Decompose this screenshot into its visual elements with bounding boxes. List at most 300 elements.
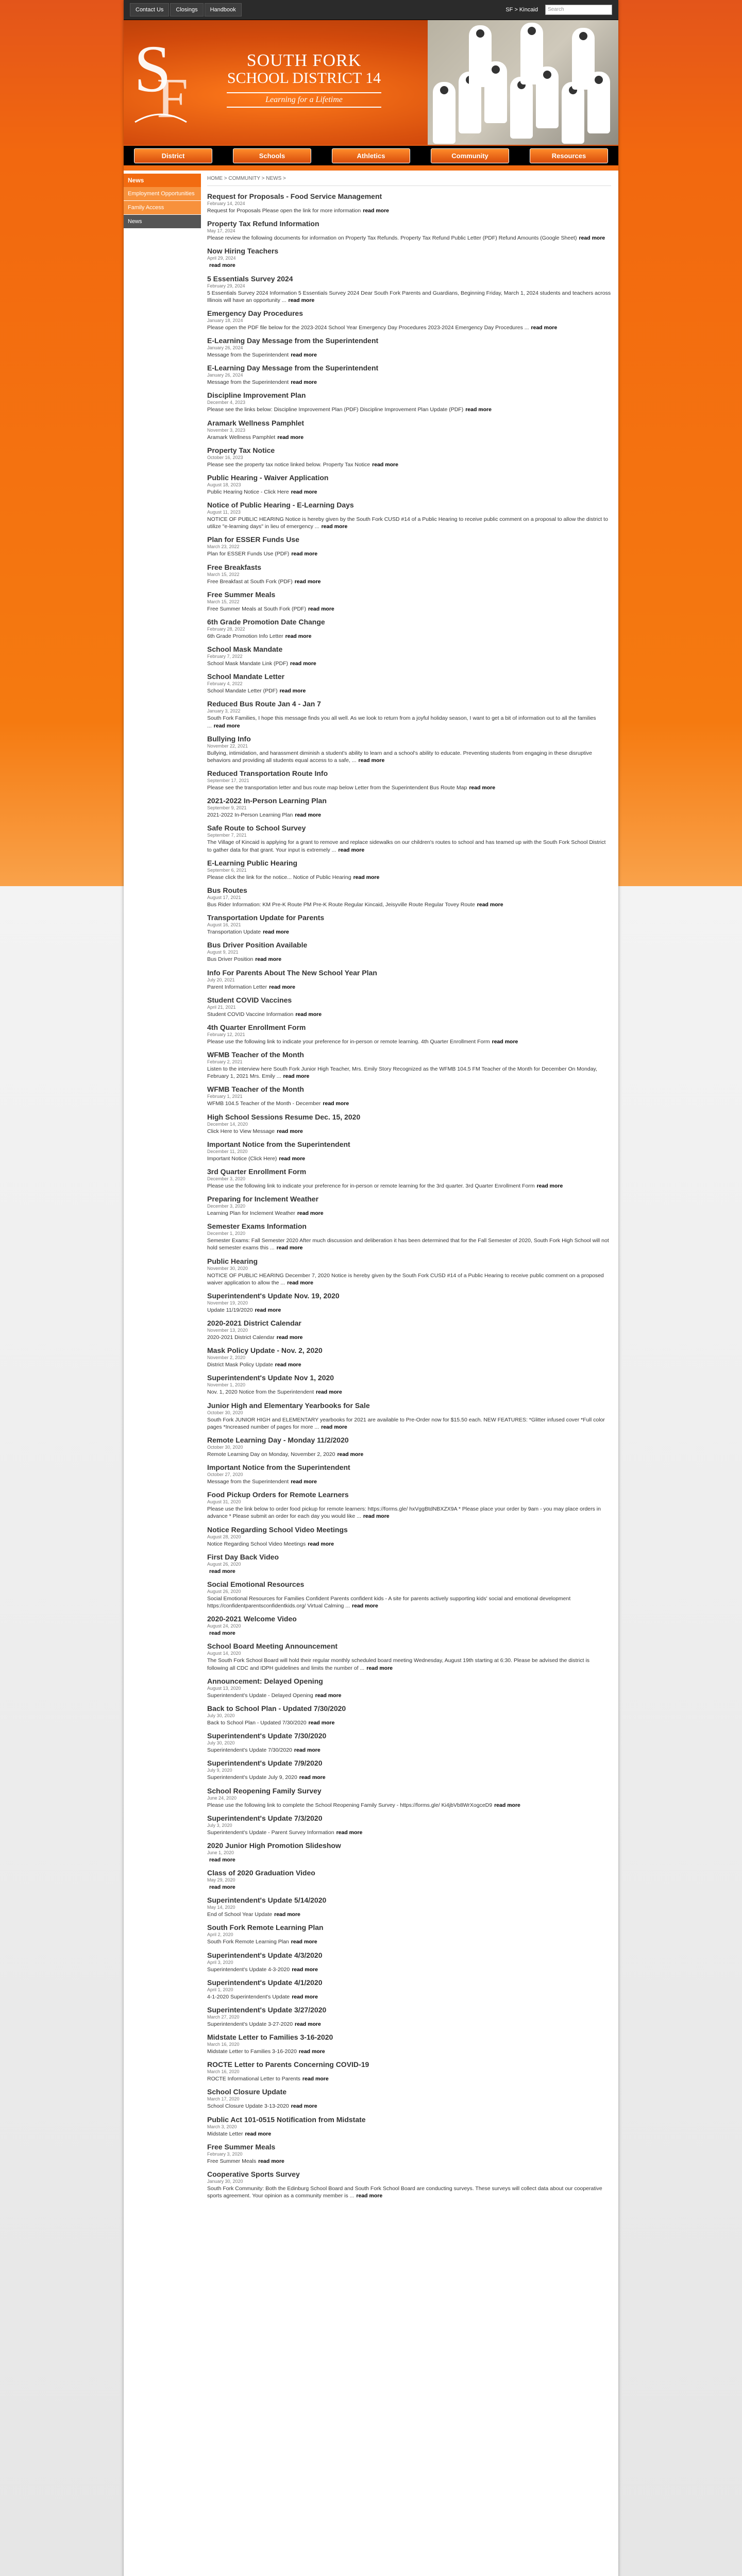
news-date: February 4, 2022: [207, 681, 243, 687]
news-summary: [207, 1802, 611, 1809]
news-date: July 30, 2020: [207, 1713, 235, 1718]
news-date: January 3, 2022: [207, 708, 241, 714]
news-date: July 3, 2020: [207, 1822, 232, 1828]
nav-athletics[interactable]: Athletics: [332, 148, 410, 163]
top-bar: [124, 0, 618, 20]
read-more-link[interactable]: read more: [358, 757, 385, 764]
read-more-link[interactable]: read more: [255, 956, 282, 963]
news-date: March 15, 2022: [207, 599, 240, 604]
news-title[interactable]: Semester Exams Information: [207, 1222, 307, 1231]
news-title[interactable]: Free Summer Meals: [207, 590, 276, 599]
news-date: December 3, 2020: [207, 1204, 246, 1209]
news-date: September 9, 2021: [207, 805, 247, 811]
top-right: [502, 5, 612, 15]
read-more-link[interactable]: read more: [338, 846, 365, 853]
read-more-link[interactable]: read more: [353, 874, 380, 880]
news-date: January 18, 2024: [207, 317, 243, 323]
read-more-link[interactable]: read more: [297, 1210, 324, 1217]
read-more-link[interactable]: read more: [279, 1155, 306, 1162]
news-title[interactable]: 2020 Junior High Promotion Slideshow: [207, 1841, 341, 1850]
news-summary-text: Nov. 1, 2020 Notice from the Superintendent: [207, 1389, 314, 1396]
news-date: September 17, 2021: [207, 778, 249, 784]
news-title[interactable]: E-Learning Public Hearing: [207, 858, 298, 867]
news-summary: [207, 1630, 611, 1637]
read-more-link[interactable]: read more: [279, 688, 306, 694]
news-summary-text: South Fork Community: Both the Edinburg School Board and South Fork School Board are conducting surveys. These surveys will collect data about our cooperative sports agreement. Your opinion as a community member is ...: [207, 2185, 602, 2199]
news-title[interactable]: Remote Learning Day - Monday 11/2/2020: [207, 1435, 349, 1444]
read-more-link[interactable]: read more: [292, 1966, 318, 1973]
news-summary: [207, 207, 611, 214]
news-date: February 1, 2021: [207, 1094, 243, 1099]
news-title[interactable]: Superintendent's Update 4/3/2020: [207, 1951, 323, 1959]
news-date: May 17, 2024: [207, 228, 235, 234]
news-item: [207, 2031, 611, 2058]
read-more-link[interactable]: read more: [294, 1747, 321, 1754]
news-title[interactable]: 2020-2021 District Calendar: [207, 1319, 301, 1328]
news-summary-text: 5 Essentials Survey 2024 Information 5 Essentials Survey 2024 Dear South Fork Parents and Guardians, Beginning Friday, March 1, 2024 students and teachers across Illinois will have an opportunity ...: [207, 290, 611, 303]
news-title[interactable]: Free Summer Meals: [207, 2142, 276, 2151]
news-summary-text: The South Fork School Board will hold their regular monthly scheduled board meeting Wednesday, August 19th starting at 6:30. Please be advised the district is following all CDC and IDPH guidelines and limits the number of ...: [207, 1657, 590, 1671]
news-item: [207, 794, 611, 822]
news-summary: [207, 1829, 611, 1836]
news-title[interactable]: Property Tax Refund Information: [207, 219, 319, 228]
news-summary: [207, 1307, 611, 1314]
news-date: April 29, 2024: [207, 256, 236, 261]
news-summary-text: 2020-2021 District Calendar: [207, 1334, 275, 1341]
news-item: [207, 2058, 611, 2086]
news-item: [207, 533, 611, 561]
news-title[interactable]: ROCTE Letter to Parents Concerning COVID-19: [207, 2060, 369, 2069]
read-more-link[interactable]: read more: [302, 2076, 329, 2082]
news-summary-text: Update 11/19/2020: [207, 1307, 253, 1313]
read-more-link[interactable]: read more: [209, 1856, 235, 1863]
sidebar: [124, 171, 201, 2202]
news-title[interactable]: Superintendent's Update 7/3/2020: [207, 1814, 323, 1822]
main-nav: [124, 145, 618, 165]
news-item: [207, 1757, 611, 1784]
news-item: [207, 733, 611, 767]
news-title[interactable]: Important Notice from the Superintendent: [207, 1140, 350, 1148]
news-item: [207, 417, 611, 444]
news-item: [207, 1290, 611, 1317]
news-item: [207, 1921, 611, 1948]
read-more-link[interactable]: read more: [255, 1307, 281, 1313]
news-title[interactable]: Preparing for Inclement Weather: [207, 1195, 319, 1204]
news-summary: [207, 324, 611, 331]
news-title[interactable]: 6th Grade Promotion Date Change: [207, 617, 325, 626]
sidebar-item-family-access[interactable]: Family Access: [124, 201, 201, 215]
read-more-link[interactable]: read more: [263, 929, 289, 936]
news-title[interactable]: Announcement: Delayed Opening: [207, 1676, 323, 1685]
read-more-link[interactable]: read more: [291, 1939, 317, 1945]
read-more-link[interactable]: read more: [308, 1720, 335, 1726]
news-title[interactable]: Emergency Day Procedures: [207, 309, 303, 317]
news-date: March 23, 2022: [207, 544, 240, 550]
news-summary: [207, 1938, 611, 1945]
closings-link[interactable]: Closings: [170, 3, 203, 16]
read-more-link[interactable]: read more: [277, 1128, 303, 1134]
read-more-link[interactable]: read more: [494, 1802, 520, 1808]
read-more-link[interactable]: read more: [290, 660, 316, 667]
news-summary: [207, 2130, 611, 2138]
news-title[interactable]: Cooperative Sports Survey: [207, 2170, 300, 2178]
read-more-link[interactable]: read more: [366, 1665, 393, 1671]
news-summary-text: Free Summer Meals: [207, 2158, 257, 2164]
news-title[interactable]: Important Notice from the Superintendent: [207, 1463, 350, 1472]
news-title[interactable]: Bullying Info: [207, 734, 251, 743]
news-summary-text: Student COVID Vaccine Information: [207, 1011, 294, 1018]
school-name-line1: SOUTH FORK: [246, 51, 362, 70]
news-item: [207, 884, 611, 911]
news-item: [207, 857, 611, 884]
news-title[interactable]: School Closure Update: [207, 2088, 287, 2096]
read-more-link[interactable]: read more: [295, 1011, 322, 1018]
read-more-link[interactable]: read more: [465, 406, 492, 413]
news-summary: [207, 1719, 611, 1726]
news-summary: [207, 1272, 611, 1286]
news-summary: [207, 1011, 611, 1018]
news-date: August 9, 2021: [207, 950, 239, 955]
news-title[interactable]: 5 Essentials Survey 2024: [207, 274, 293, 283]
read-more-link[interactable]: read more: [291, 379, 317, 386]
news-summary-text: Please see the transportation letter and bus route map below Letter from the Superintendent Bus Route Map: [207, 785, 467, 791]
news-item: [207, 1048, 611, 1083]
search-input[interactable]: Search: [545, 5, 612, 15]
news-summary: [207, 234, 611, 242]
nav-community[interactable]: Community: [431, 148, 509, 163]
news-title[interactable]: Plan for ESSER Funds Use: [207, 535, 299, 544]
school-select[interactable]: SF > Kincaid: [505, 7, 538, 13]
news-item: [207, 1138, 611, 1165]
news-date: August 24, 2020: [207, 1623, 241, 1629]
read-more-link[interactable]: read more: [321, 523, 348, 530]
read-more-link[interactable]: read more: [285, 633, 312, 639]
news-item: [207, 1894, 611, 1921]
news-title[interactable]: Bus Driver Position Available: [207, 941, 308, 950]
news-summary-text: South Fork Remote Learning Plan: [207, 1939, 289, 1945]
news-title[interactable]: E-Learning Day Message from the Superintendent: [207, 336, 379, 345]
news-date: October 27, 2020: [207, 1472, 243, 1478]
breadcrumb[interactable]: HOME > COMMUNITY > NEWS >: [207, 176, 611, 186]
news-summary: [207, 1657, 611, 1671]
news-summary: [207, 1210, 611, 1217]
read-more-link[interactable]: read more: [295, 2021, 321, 2027]
news-title[interactable]: Aramark Wellness Pamphlet: [207, 418, 305, 427]
news-item: [207, 967, 611, 994]
news-item: [207, 2113, 611, 2141]
news-title[interactable]: School Mandate Letter: [207, 672, 285, 681]
sidebar-item-news[interactable]: News: [124, 215, 201, 229]
read-more-link[interactable]: read more: [337, 1451, 364, 1458]
read-more-link[interactable]: read more: [356, 2193, 383, 2199]
news-item: [207, 1083, 611, 1110]
news-summary-text: Listen to the interview here South Fork Junior High Teacher, Mrs. Emily Story Recognized as the WFMB 104.5 FM Teacher of the Month for December On Monday, February 1, 2021 Mrs. Emily ...: [207, 1066, 597, 1080]
page-container: [124, 0, 618, 2576]
news-date: October 16, 2023: [207, 454, 243, 460]
news-date: August 17, 2021: [207, 894, 241, 900]
news-title[interactable]: Public Hearing: [207, 1257, 258, 1265]
read-more-link[interactable]: read more: [492, 1038, 518, 1045]
read-more-link[interactable]: read more: [531, 324, 558, 331]
read-more-link[interactable]: read more: [299, 1774, 326, 1781]
read-more-link[interactable]: read more: [536, 1182, 563, 1189]
read-more-link[interactable]: read more: [292, 1993, 318, 2000]
news-summary-text: Please see the property tax notice linked below. Property Tax Notice: [207, 461, 370, 468]
news-summary: [207, 2048, 611, 2055]
content: [124, 171, 618, 2202]
sidebar-item-employment[interactable]: Employment Opportunities: [124, 187, 201, 201]
news-title[interactable]: Bus Routes: [207, 886, 247, 894]
news-item: [207, 822, 611, 856]
read-more-link[interactable]: read more: [258, 2158, 284, 2164]
news-title[interactable]: 2020-2021 Welcome Video: [207, 1615, 297, 1623]
news-title[interactable]: Food Pickup Orders for Remote Learners: [207, 1490, 349, 1499]
news-title[interactable]: Superintendent's Update 7/30/2020: [207, 1732, 327, 1740]
news-item: [207, 307, 611, 334]
news-date: April 3, 2020: [207, 1959, 233, 1965]
news-title[interactable]: Class of 2020 Graduation Video: [207, 1869, 315, 1877]
read-more-link[interactable]: read more: [295, 812, 322, 819]
news-title[interactable]: 2021-2022 In-Person Learning Plan: [207, 796, 327, 805]
news-title[interactable]: School Reopening Family Survey: [207, 1786, 322, 1795]
news-date: May 29, 2020: [207, 1877, 235, 1883]
news-title[interactable]: Safe Route to School Survey: [207, 824, 306, 833]
news-title[interactable]: Property Tax Notice: [207, 446, 275, 454]
news-summary-text: Learning Plan for Inclement Weather: [207, 1210, 295, 1217]
news-summary-text: Social Emotional Resources for Families Confident Parents confident kids - A site for parents actively supporting kids' social and emotional development https://confidentparentsconfidentkids.org/ Virtual Calming ...: [207, 1595, 571, 1609]
news-summary: [207, 2158, 611, 2165]
news-summary-text: Plan for ESSER Funds Use (PDF): [207, 551, 290, 557]
news-title[interactable]: Superintendent's Update 3/27/2020: [207, 2005, 327, 2014]
news-summary: [207, 2103, 611, 2110]
news-title[interactable]: Notice Regarding School Video Meetings: [207, 1525, 348, 1534]
news-title[interactable]: Mask Policy Update - Nov. 2, 2020: [207, 1346, 323, 1355]
news-title[interactable]: 4th Quarter Enrollment Form: [207, 1023, 306, 1031]
nav-district[interactable]: District: [134, 148, 212, 163]
news-summary-text: NOTICE OF PUBLIC HEARING December 7, 2020 Notice is hereby given by the South Fork CUSD #14 of a Public Hearing to receive public comment on a proposed waiver application to allow the ...: [207, 1272, 604, 1286]
news-title[interactable]: Reduced Transportation Route Info: [207, 769, 328, 778]
read-more-link[interactable]: read more: [291, 2103, 317, 2110]
news-date: August 26, 2020: [207, 1588, 241, 1594]
news-summary: [207, 1334, 611, 1341]
news-summary-text: South Fork JUNIOR HIGH and ELEMENTARY yearbooks for 2021 are available to Pre-Order now for $15.50 each. NEW FEATURES: *Glitter infused cover *Full color pages *Increased number of pages for more ...: [207, 1416, 605, 1430]
news-item: [207, 1255, 611, 1290]
news-summary: [207, 1540, 611, 1548]
news-title[interactable]: Request for Proposals - Food Service Management: [207, 192, 382, 200]
news-title[interactable]: Notice of Public Hearing - E-Learning Days: [207, 501, 354, 510]
news-title[interactable]: Superintendent's Update 5/14/2020: [207, 1896, 327, 1905]
news-summary: [207, 874, 611, 881]
news-date: March 16, 2020: [207, 2069, 240, 2075]
news-title[interactable]: Now Hiring Teachers: [207, 247, 279, 256]
news-summary: [207, 1911, 611, 1918]
news-title[interactable]: 3rd Quarter Enrollment Form: [207, 1167, 307, 1176]
top-links: [130, 3, 242, 16]
read-more-link[interactable]: read more: [209, 1884, 235, 1891]
read-more-link[interactable]: read more: [469, 785, 496, 791]
news-title[interactable]: Superintendent's Update Nov. 19, 2020: [207, 1291, 340, 1300]
news-item: [207, 1613, 611, 1640]
news-summary: [207, 784, 611, 791]
news-summary: [207, 715, 611, 729]
news-item: [207, 1675, 611, 1702]
news-summary: [207, 811, 611, 819]
nav-resources[interactable]: Resources: [530, 148, 608, 163]
news-date: July 30, 2020: [207, 1740, 235, 1746]
news-item: [207, 1949, 611, 1976]
read-more-link[interactable]: read more: [294, 578, 321, 585]
news-date: November 19, 2020: [207, 1300, 248, 1306]
news-title[interactable]: Reduced Bus Route Jan 4 - Jan 7: [207, 700, 321, 708]
read-more-link[interactable]: read more: [275, 1362, 301, 1368]
read-more-link[interactable]: read more: [245, 2130, 272, 2137]
read-more-link[interactable]: read more: [209, 1568, 235, 1574]
news-summary-text: Midstate Letter: [207, 2130, 243, 2137]
news-item: [207, 2004, 611, 2031]
read-more-link[interactable]: read more: [276, 1334, 303, 1341]
read-more-link[interactable]: read more: [291, 1479, 317, 1485]
read-more-link[interactable]: read more: [274, 1911, 300, 1918]
read-more-link[interactable]: read more: [209, 262, 235, 269]
news-item: [207, 1193, 611, 1220]
read-more-link[interactable]: read more: [291, 551, 318, 557]
news-list: [207, 190, 611, 2202]
news-title[interactable]: Superintendent's Update Nov 1, 2020: [207, 1374, 334, 1382]
news-summary-text: Please use the following link to complete the School Reopening Family Survey - https://forms.gle/ Ki4jbVb8WrXogceD9: [207, 1802, 493, 1808]
news-item: [207, 190, 611, 217]
news-item: [207, 994, 611, 1021]
read-more-link[interactable]: read more: [288, 297, 315, 303]
read-more-link[interactable]: read more: [363, 208, 390, 214]
news-title[interactable]: Junior High and Elementary Yearbooks for Sale: [207, 1401, 370, 1410]
news-summary-text: Please review the following documents for information on Property Tax Refunds. Property Tax Refund Public Letter (PDF) Refund Amounts (Google Sheet): [207, 235, 577, 242]
read-more-link[interactable]: read more: [372, 461, 398, 468]
read-more-link[interactable]: read more: [477, 901, 503, 908]
read-more-link[interactable]: read more: [277, 434, 304, 440]
news-summary: [207, 1692, 611, 1699]
read-more-link[interactable]: read more: [315, 1692, 342, 1699]
read-more-link[interactable]: read more: [352, 1603, 378, 1609]
news-item: [207, 767, 611, 794]
news-summary: [207, 379, 611, 386]
news-summary: [207, 1388, 611, 1396]
read-more-link[interactable]: read more: [323, 1100, 349, 1107]
read-more-link[interactable]: read more: [316, 1389, 342, 1396]
read-more-link[interactable]: read more: [321, 1423, 347, 1430]
news-summary-text: School Mandate Letter (PDF): [207, 688, 278, 694]
read-more-link[interactable]: read more: [291, 488, 317, 495]
contact-us-link[interactable]: Contact Us: [130, 3, 169, 16]
read-more-link[interactable]: read more: [336, 1829, 363, 1836]
news-summary: [207, 1182, 611, 1190]
read-more-link[interactable]: read more: [276, 1245, 303, 1251]
read-more-link[interactable]: read more: [308, 1540, 334, 1547]
news-item: [207, 471, 611, 499]
news-summary-text: The Village of Kincaid is applying for a grant to remove and replace sidewalks on our children's routes to school and has teamed up with the South Fork School District to gather data for that grant. Your input is extremely ...: [207, 839, 606, 853]
news-item: [207, 2086, 611, 2113]
news-item: [207, 217, 611, 245]
news-title[interactable]: Back to School Plan - Updated 7/30/2020: [207, 1704, 346, 1713]
nav-schools[interactable]: Schools: [233, 148, 311, 163]
news-summary: [207, 1505, 611, 1520]
news-title[interactable]: First Day Back Video: [207, 1552, 279, 1561]
read-more-link[interactable]: read more: [283, 1073, 310, 1080]
news-title[interactable]: South Fork Remote Learning Plan: [207, 1923, 324, 1932]
news-summary-text: Bus Driver Position: [207, 956, 254, 963]
read-more-link[interactable]: read more: [363, 1513, 390, 1520]
read-more-link[interactable]: read more: [269, 984, 295, 990]
news-title[interactable]: School Board Meeting Announcement: [207, 1642, 338, 1651]
news-date: March 17, 2020: [207, 2096, 240, 2102]
read-more-link[interactable]: read more: [209, 1630, 235, 1637]
news-title[interactable]: Public Act 101-0515 Notification from Midstate: [207, 2115, 366, 2124]
read-more-link[interactable]: read more: [291, 352, 317, 359]
read-more-link[interactable]: read more: [287, 1279, 313, 1286]
news-title[interactable]: Public Hearing - Waiver Application: [207, 473, 329, 482]
news-summary-text: Bus Rider Information: KM Pre-K Route PM Pre-K Route Regular Kincaid, Jeisyville Route Regular Tovey Route: [207, 901, 475, 908]
news-item: [207, 362, 611, 389]
news-date: December 3, 2020: [207, 1176, 246, 1181]
news-summary: [207, 550, 611, 557]
news-item: [207, 588, 611, 616]
news-title[interactable]: Student COVID Vaccines: [207, 995, 292, 1004]
read-more-link[interactable]: read more: [213, 722, 240, 729]
news-title[interactable]: Free Breakfasts: [207, 563, 262, 571]
news-item: [207, 389, 611, 416]
news-title[interactable]: Info For Parents About The New School Year Plan: [207, 968, 377, 977]
news-summary: [207, 660, 611, 667]
news-date: November 1, 2020: [207, 1382, 246, 1388]
news-summary-text: Notice Regarding School Video Meetings: [207, 1540, 306, 1547]
news-summary: [207, 984, 611, 991]
news-summary-text: 4-1-2020 Superintendent's Update: [207, 1993, 290, 2000]
news-date: July 20, 2021: [207, 977, 235, 982]
news-date: March 15, 2022: [207, 571, 240, 577]
news-title[interactable]: Superintendent's Update 4/1/2020: [207, 1978, 323, 1987]
news-date: February 2, 2021: [207, 1059, 243, 1065]
news-title[interactable]: WFMB Teacher of the Month: [207, 1050, 304, 1059]
news-title[interactable]: High School Sessions Resume Dec. 15, 2020: [207, 1112, 361, 1121]
news-title[interactable]: Discipline Improvement Plan: [207, 391, 306, 400]
news-date: February 12, 2021: [207, 1031, 245, 1037]
news-item: [207, 1730, 611, 1757]
news-summary-text: Midstate Letter to Families 3-16-2020: [207, 2048, 297, 2055]
news-summary: [207, 516, 611, 530]
news-item: [207, 245, 611, 272]
news-date: September 7, 2021: [207, 833, 247, 838]
read-more-link[interactable]: read more: [308, 605, 334, 612]
news-title[interactable]: School Mask Mandate: [207, 645, 283, 654]
news-item: [207, 1317, 611, 1344]
news-title[interactable]: E-Learning Day Message from the Superintendent: [207, 364, 379, 372]
news-date: August 11, 2023: [207, 510, 241, 515]
news-summary: [207, 956, 611, 963]
news-summary: [207, 687, 611, 694]
news-title[interactable]: Midstate Letter to Families 3-16-2020: [207, 2033, 333, 2042]
news-date: December 11, 2020: [207, 1148, 248, 1154]
read-more-link[interactable]: read more: [298, 2048, 325, 2055]
news-item: [207, 1434, 611, 1461]
handbook-link[interactable]: Handbook: [205, 3, 242, 16]
news-title[interactable]: Superintendent's Update 7/9/2020: [207, 1759, 323, 1768]
news-summary-text: Superintendent's Update - Parent Survey Information: [207, 1829, 334, 1836]
news-summary-text: Message from the Superintendent: [207, 379, 289, 386]
news-title[interactable]: WFMB Teacher of the Month: [207, 1085, 304, 1094]
news-title[interactable]: Transportation Update for Parents: [207, 913, 325, 922]
news-title[interactable]: Social Emotional Resources: [207, 1580, 305, 1588]
news-item: [207, 1867, 611, 1894]
read-more-link[interactable]: read more: [579, 235, 605, 242]
